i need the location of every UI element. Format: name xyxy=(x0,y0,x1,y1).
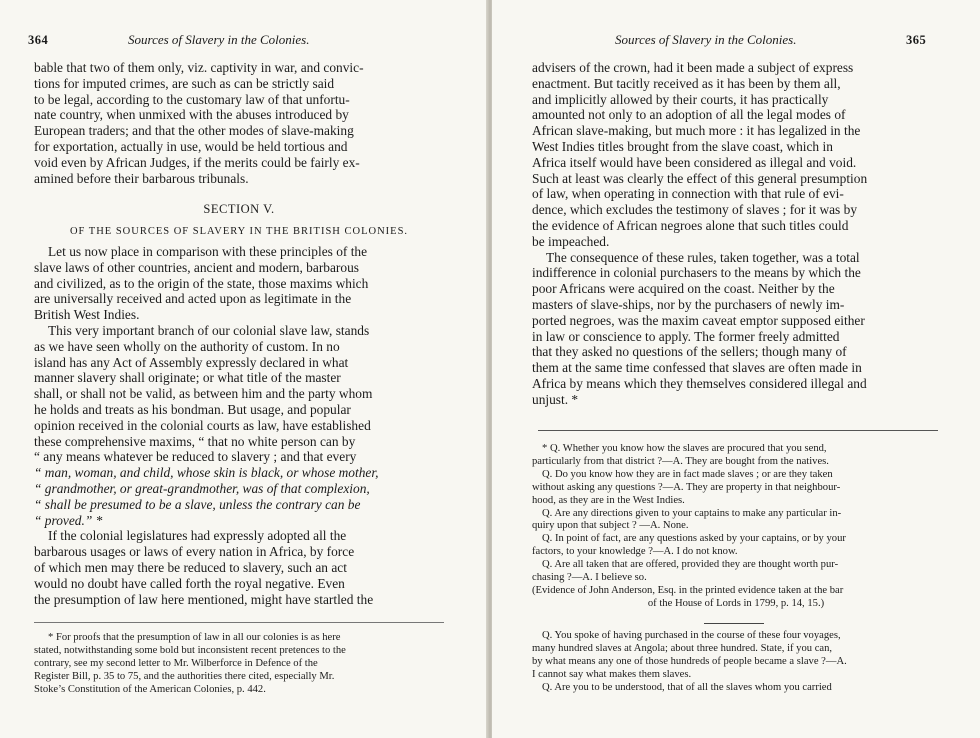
right-line: the evidence of African negroes alone that such titles could xyxy=(532,217,849,233)
left-line: amined before their barbarous tribunals. xyxy=(34,170,249,186)
left-line: of which men may there be reduced to slavery, such an act xyxy=(34,559,347,575)
left-line: British West Indies. xyxy=(34,307,140,323)
note-line: chasing ?—A. I believe so. xyxy=(532,572,647,584)
right-running-title: Sources of Slavery in the Colonies. xyxy=(615,32,797,47)
note-line: many hundred slaves at Angola; about three hundred. State, if you can, xyxy=(532,642,833,654)
right-line: that they asked no questions of the sellers; though many of xyxy=(532,344,847,360)
left-page xyxy=(0,0,488,738)
right-line: poor Africans were acquired on the coast. Neither by the xyxy=(532,281,835,297)
right-page-number: 365 xyxy=(906,33,927,47)
right-body-text xyxy=(532,60,936,408)
left-line: manner slavery shall originate; or what title of the master xyxy=(34,370,341,386)
note-line: Q. Are any directions given to your captains to make any particular in- xyxy=(542,507,842,519)
left-line: these comprehensive maxims, “ that no white person can by xyxy=(34,433,356,449)
left-line: would no doubt have called forth the royal negative. Even xyxy=(34,575,345,591)
left-line: opinion received in the colonial courts as law, have established xyxy=(34,417,371,433)
note-line: Q. In point of fact, are any questions asked by your captains, or by your xyxy=(542,533,846,545)
right-line: and implicitly allowed by their courts, it has practically xyxy=(532,91,829,107)
left-line: “ man, woman, and child, whose skin is black, or whose mother, xyxy=(34,465,379,481)
left-line: bable that two of them only, viz. captivity in war, and convic- xyxy=(34,60,364,75)
note-line: Q. Are all taken that are offered, provided they are thought worth pur- xyxy=(542,559,839,571)
left-line: the presumption of law here mentioned, might have startled the xyxy=(34,591,374,607)
right-page xyxy=(492,0,980,738)
footnote-rule-right xyxy=(538,430,938,431)
left-paragraph-1 xyxy=(34,244,444,607)
left-line: “ any means whatever be reduced to slavery ; and that every xyxy=(34,449,357,465)
section-subheading: OF THE SOURCES OF SLAVERY IN THE BRITISH COLONIES. xyxy=(69,226,409,237)
left-line: tions for imputed crimes, are such as can be strictly said xyxy=(34,75,335,91)
right-line: indifference in colonial purchasers to the means by which the xyxy=(532,265,861,281)
left-running-title: Sources of Slavery in the Colonies. xyxy=(128,32,310,47)
right-line: amounted not only to an adoption of all the legal modes of xyxy=(532,107,846,123)
right-line: enactment. But tacitly received as it has been by them all, xyxy=(532,75,841,91)
left-line: nate country, when unmixed with the abuses introduced by xyxy=(34,107,349,123)
right-line: in law or conscience to apply. The former freely admitted xyxy=(532,328,840,344)
left-line: as we have seen wholly on the authority of custom. In no xyxy=(34,338,340,354)
right-line: Such at least was clearly the effect of this general presumption xyxy=(532,170,868,186)
left-line: to be legal, according to the customary law of that unfortu- xyxy=(34,91,350,107)
note-line: particularly from that district ?—A. They are bought from the natives. xyxy=(532,455,829,467)
note-line: Q. Are you to be understood, that of all the slaves whom you carried xyxy=(542,681,832,693)
right-line: unjust. * xyxy=(532,391,579,407)
left-line: are universally received and acted upon as legitimate in the xyxy=(34,291,352,307)
left-line: slave laws of other countries, ancient and modern, barbarous xyxy=(34,259,359,275)
footnote-line: Stoke’s Constitution of the American Colonies, p. 442. xyxy=(34,683,266,695)
left-line: shall, or shall not be valid, as between him and the party whom xyxy=(34,386,373,402)
right-footnote-2 xyxy=(532,630,940,695)
left-line: “ proved.” * xyxy=(34,512,103,528)
note-line: (Evidence of John Anderson, Esq. in the printed evidence taken at the bar xyxy=(532,584,844,596)
left-line: void even by African Judges, if the merits could be fairly ex- xyxy=(34,154,360,170)
footnote-line: stated, notwithstanding some bold but inconsistent recent pretences to the xyxy=(34,644,346,656)
left-line: European traders; and that the other modes of slave-making xyxy=(34,123,354,139)
left-line: barbarous usages or laws of every nation in Africa, by force xyxy=(34,544,355,560)
note-line: of the House of Lords in 1799, p. 14, 15.) xyxy=(647,597,825,609)
left-line: for exportation, actually in use, would be held tortious and xyxy=(34,138,348,154)
right-line: The consequence of these rules, taken together, was a total xyxy=(546,249,860,265)
footnote-rule xyxy=(34,622,444,623)
right-footnote-1 xyxy=(532,443,940,611)
section-heading: SECTION V. xyxy=(203,202,275,216)
right-line: of law, when operating in connection with that rule of evi- xyxy=(532,186,844,202)
left-line: he holds and treats as his bondman. But usage, and popular xyxy=(34,401,351,417)
right-line: Africa itself would have been considered as illegal and void. xyxy=(532,154,857,170)
note-line: hood, as they are in the West Indies. xyxy=(532,494,685,506)
left-line: If the colonial legislatures had expressly adopted all the xyxy=(48,528,347,544)
left-line: This very important branch of our colonial slave law, stands xyxy=(48,322,370,338)
left-line: “ shall be presumed to be a slave, unless the contrary can be xyxy=(34,496,361,512)
right-line: be impeached. xyxy=(532,233,610,249)
right-line: Africa by means which they themselves considered illegal and xyxy=(532,375,867,391)
footnote-line: Register Bill, p. 35 to 75, and the authorities there cited, especially Mr. xyxy=(34,670,335,682)
note-line: quiry upon that subject ? —A. None. xyxy=(532,520,689,532)
left-page-number: 364 xyxy=(28,33,49,47)
left-line: island has any Act of Assembly expressly declared in what xyxy=(34,354,349,370)
right-line: masters of slave-ships, nor by the purchasers of newly im- xyxy=(532,296,845,312)
note-line: factors, to your knowledge ?—A. I do not know. xyxy=(532,546,738,558)
left-footnote xyxy=(34,632,446,697)
left-body-text xyxy=(34,60,444,186)
left-line: Let us now place in comparison with these principles of the xyxy=(48,244,368,259)
right-line: advisers of the crown, had it been made a subject of express xyxy=(532,60,854,75)
right-line: ported negroes, was the maxim caveat emptor supposed either xyxy=(532,312,865,328)
left-line: and civilized, as to the origin of the state, those maxims which xyxy=(34,275,369,291)
note-line: by what means any one of those hundreds of people became a slave ?—A. xyxy=(532,655,847,667)
right-line: them at the same time confessed that slaves are often made in xyxy=(532,360,862,376)
note-line: Q. You spoke of having purchased in the course of these four voyages, xyxy=(542,630,841,641)
footnote-line: * For proofs that the presumption of law in all our colonies is as here xyxy=(48,632,341,643)
left-line: “ grandmother, or great-grandmother, was of that complexion, xyxy=(34,480,370,496)
note-line: without asking any questions ?—A. They are property in that neighbour- xyxy=(532,481,841,493)
note-line: I cannot say what makes them slaves. xyxy=(532,668,692,680)
right-line: African slave-making, but much more : it has legalized in the xyxy=(532,123,861,139)
footnote-line: contrary, see my second letter to Mr. Wilberforce in Defence of the xyxy=(34,657,318,669)
note-separator xyxy=(704,623,764,624)
note-line: * Q. Whether you know how the slaves are procured that you send, xyxy=(542,443,827,454)
note-line: Q. Do you know how they are in fact made slaves ; or are they taken xyxy=(542,468,833,480)
right-line: West Indies titles brought from the slave coast, which in xyxy=(532,138,833,154)
right-line: dence, which excludes the testimony of slaves ; for it was by xyxy=(532,202,858,218)
